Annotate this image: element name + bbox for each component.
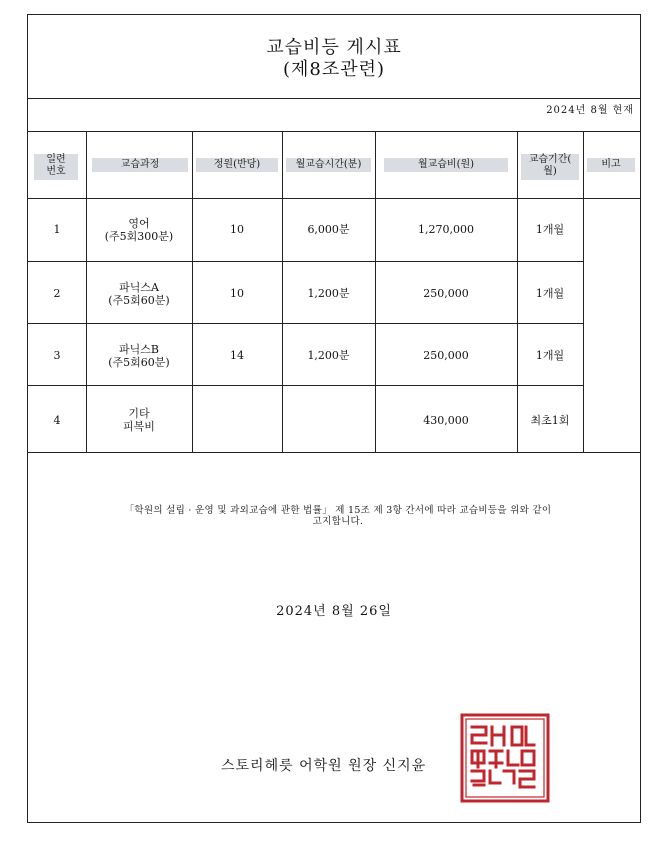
row3-course bbox=[86, 343, 192, 369]
row4-course bbox=[86, 407, 192, 433]
row2-course-name: 파닉스A bbox=[119, 281, 159, 294]
row4-course-name: 기타 bbox=[128, 407, 150, 420]
legal-notice bbox=[68, 505, 608, 527]
document-title: 교습비등 게시표 bbox=[266, 37, 402, 58]
row4-fee: 430,000 bbox=[423, 414, 469, 427]
row3-course-name: 파닉스B bbox=[119, 343, 159, 356]
row2-period: 1개월 bbox=[535, 287, 565, 300]
row4-course-detail: 피복비 bbox=[123, 420, 155, 433]
header-serial-line2: 번호 bbox=[46, 166, 66, 177]
row1-capacity: 10 bbox=[230, 223, 244, 236]
official-seal-icon bbox=[460, 713, 550, 803]
row-divider bbox=[28, 323, 583, 324]
signer-name: 스토리헤릇 어학원 원장 신지윤 bbox=[221, 758, 427, 774]
document-frame bbox=[27, 14, 641, 823]
header-period-line2: 월) bbox=[543, 166, 557, 177]
row-divider bbox=[28, 385, 583, 386]
divider bbox=[28, 98, 640, 99]
header-serial bbox=[34, 154, 78, 180]
document-subtitle: (제8조관련) bbox=[282, 59, 386, 80]
row3-period: 1개월 bbox=[535, 349, 565, 362]
row1-hours: 6,000분 bbox=[307, 223, 350, 236]
header-hours: 월교습시간(분) bbox=[286, 158, 371, 172]
header-remark: 비고 bbox=[587, 158, 635, 172]
row-divider bbox=[28, 261, 583, 262]
issue-date: 2024년 8월 26일 bbox=[276, 604, 392, 619]
row4-period: 최초1회 bbox=[530, 414, 570, 427]
header-serial-line1: 일련 bbox=[46, 154, 66, 165]
row1-no: 1 bbox=[53, 223, 61, 236]
table-header-divider bbox=[28, 198, 640, 199]
header-period bbox=[521, 154, 579, 180]
header-fee: 월교습비(원) bbox=[384, 158, 508, 172]
header-period-line1: 교습기간( bbox=[528, 154, 572, 165]
row2-hours: 1,200분 bbox=[307, 287, 350, 300]
row1-period: 1개월 bbox=[535, 223, 565, 236]
row1-course bbox=[86, 217, 192, 243]
header-course: 교습과정 bbox=[92, 158, 188, 172]
legal-notice-line1: 「학원의 설립 · 운영 및 과외교습에 관한 법률」 제 15조 제 3항 간서에 따라 교습비등을 위와 같이 bbox=[124, 505, 552, 516]
row2-capacity: 10 bbox=[230, 287, 244, 300]
row3-fee: 250,000 bbox=[423, 349, 469, 362]
header-capacity: 정원(반당) bbox=[196, 158, 278, 172]
row1-course-detail: (주5회300분) bbox=[104, 230, 174, 243]
row3-capacity: 14 bbox=[230, 349, 244, 362]
col-divider bbox=[583, 131, 584, 452]
row3-no: 3 bbox=[53, 349, 61, 362]
row3-course-detail: (주5회60분) bbox=[108, 356, 170, 369]
row3-hours: 1,200분 bbox=[307, 349, 350, 362]
row2-fee: 250,000 bbox=[423, 287, 469, 300]
row1-fee: 1,270,000 bbox=[418, 223, 474, 236]
row2-course-detail: (주5회60분) bbox=[108, 294, 170, 307]
row2-course bbox=[86, 281, 192, 307]
legal-notice-line2: 고지합니다. bbox=[312, 516, 364, 527]
as-of-date: 2024년 8월 현재 bbox=[546, 105, 634, 116]
row1-course-name: 영어 bbox=[128, 217, 150, 230]
table-bottom bbox=[28, 452, 640, 453]
row2-no: 2 bbox=[53, 287, 61, 300]
row4-no: 4 bbox=[53, 414, 61, 427]
divider bbox=[28, 131, 640, 132]
